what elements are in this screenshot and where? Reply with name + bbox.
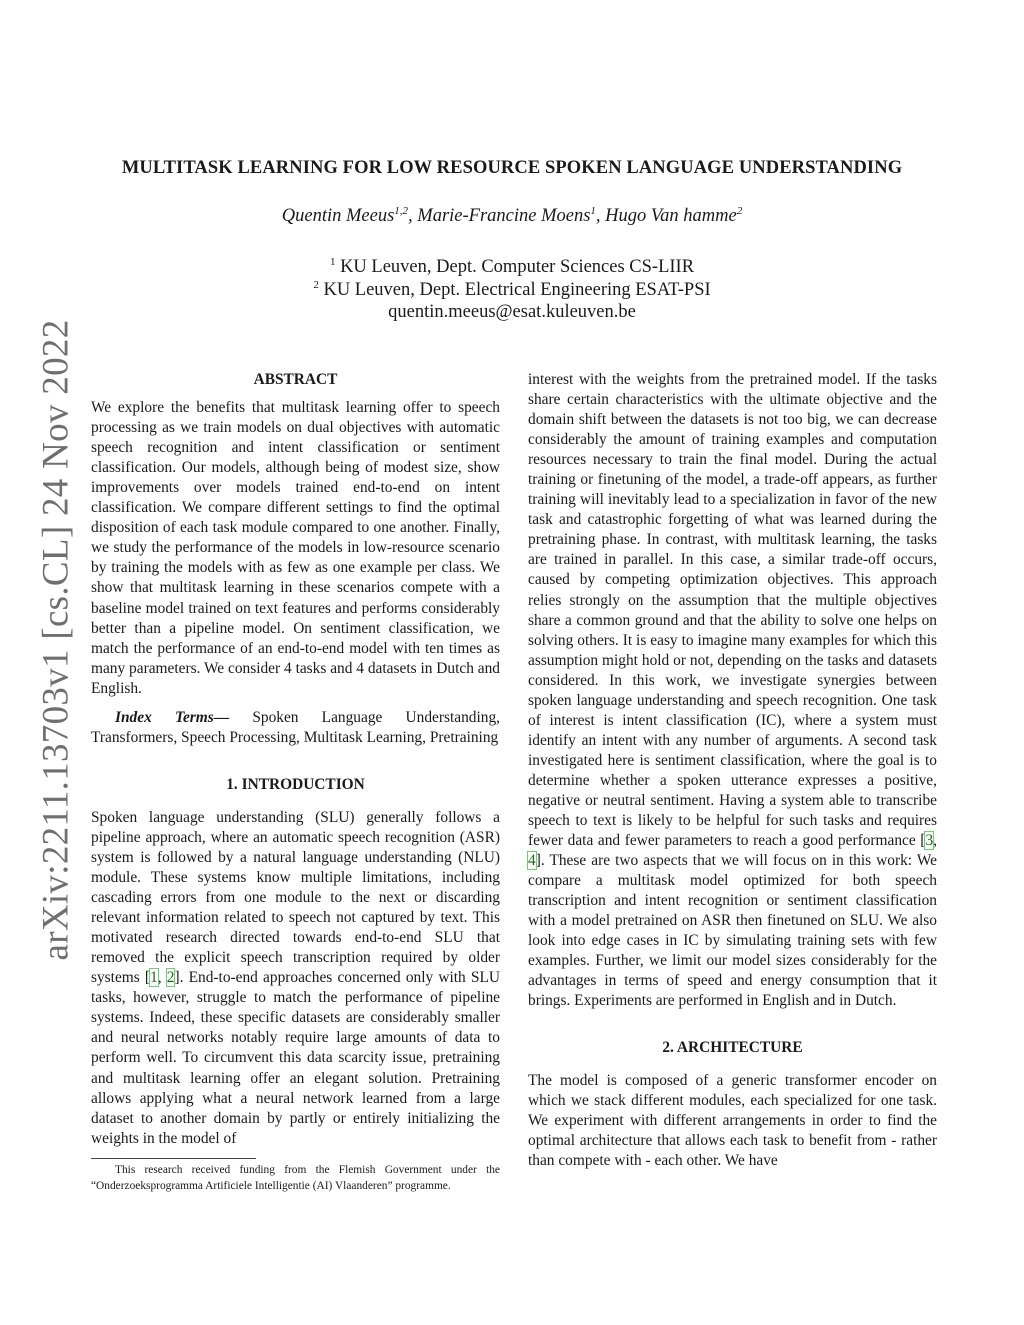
intro-text: interest with the weights from the pretrained model. If the tasks share certain characteristics with the ultimate objective and the domain shift between the datasets is not too big, we can decrease considerably the amount of training examples and computation resources necessary to train the final model. During the actual training or finetuning of the model, a trade-off appears, as further training will inevitably lead to a specialization in favor of the new task and catastrophic forgetting of what was learned during the pretraining phase. In contrast, with multitask learning, the tasks are trained in parallel. In this case, a similar trade-off occurs, caused by competing optimization objectives. This approach relies strongly on the assumption that the multiple objectives share a common ground and that the ability to solve one helps on solving others. It is easy to imagine many examples for which this assumption might hold or not, depending on the tasks and datasets considered. In this work, we investigate synergies between spoken language understanding and speech recognition. One task of interest is intent classification (IC), where a system must identify an intent with any number of arguments. A second task investigated here is sentiment classification, where the goal is to determine whether a spoken utterance expresses a positive, negative or neutral sentiment. Having a system able to transcribe speech to text is likely to be helpful for such tasks and requires fewer data and fewer parameters to reach a good performance [ bbox=[528, 371, 937, 850]
affiliation-sup: 1 bbox=[329, 256, 336, 268]
author-affil-sup: 2 bbox=[736, 205, 743, 217]
intro-text: Spoken language understanding (SLU) generally follows a pipeline approach, where an automatic speech recognition (ASR) system is followed by a natural language understanding (NLU) module. These systems know multiple limitations, including cascading errors from one module to the next or discarding relevant information related to speech not captured by text. This motivated research directed towards end-to-end SLU that removed the explicit speech transcription required by older systems [ bbox=[91, 808, 500, 987]
author-separator: , bbox=[595, 206, 606, 227]
footnote-rule bbox=[91, 1158, 256, 1159]
arxiv-identifier: arXiv:2211.13703v1 [cs.CL] 24 Nov 2022 bbox=[35, 319, 77, 961]
index-terms-label: Index Terms— bbox=[115, 708, 230, 726]
affiliation-sup: 2 bbox=[313, 279, 319, 291]
intro-paragraph-left bbox=[91, 808, 500, 1149]
intro-paragraph-right bbox=[528, 370, 937, 1012]
author-email[interactable]: quentin.meeus@esat.kuleuven.be bbox=[388, 302, 636, 322]
citation-separator: , bbox=[933, 832, 937, 850]
author-affil-sup: 1,2 bbox=[394, 205, 409, 217]
section-1-heading: 1. INTRODUCTION bbox=[226, 775, 365, 793]
author-affil-sup: 1 bbox=[590, 205, 596, 217]
index-terms-text: Spoken Language Understanding, Transformers, Speech Processing, Multitask Learning, Pretraining bbox=[91, 708, 500, 746]
affiliation-text: KU Leuven, Dept. Computer Sciences CS-LIIR bbox=[340, 257, 695, 278]
architecture-text: The model is composed of a generic transformer encoder on which we stack different modules, each specialized for one task. We experiment with different arrangements in order to find the optimal architecture that allows each task to benefit from - rather than compete with - each other. We have bbox=[528, 1071, 937, 1169]
left-column bbox=[91, 370, 500, 1149]
affiliation-2 bbox=[60, 279, 964, 301]
citation-separator: , bbox=[157, 969, 167, 987]
index-terms bbox=[91, 708, 500, 748]
right-column bbox=[528, 370, 937, 1171]
funding-footnote: This research received funding from the Flemish Government under the “Onderzoeksprogramma Artificiele Intelligentie (AI) Vlaanderen” programme. bbox=[91, 1164, 500, 1192]
abstract-heading: ABSTRACT bbox=[253, 371, 338, 388]
affiliation-text: KU Leuven, Dept. Electrical Engineering ESAT-PSI bbox=[323, 280, 711, 301]
abstract-text: We explore the benefits that multitask learning offer to speech processing as we train models on dual objectives with automatic speech recognition and intent classification or sentiment classification. Our models, although being of modest size, show improvements over models trained end-to-end on intent classification. We compare different settings to find the optimal disposition of each task module compared to one another. Finally, we study the performance of the models in low-resource scenario by training the models with as few as one example per class. We show that multitask learning in these scenarios compete with a baseline model trained on text features and performs considerably better than a pipeline model. On sentiment classification, we match the performance of an end-to-end model with ten times as many parameters. We consider 4 tasks and 4 datasets in Dutch and English. bbox=[91, 399, 500, 697]
intro-text: ]. These are two aspects that we will focus on in this work: We compare a multitask model optimized for both speech transcription and intent recognition or sentiment classification with a model pretrained on ASR then finetuned on SLU. We also look into edge cases in IC by simulating training sets with few examples. Further, we limit our model sizes considerably for the advantages in terms of speed and energy consumption that it brings. Experiments are performed in English and in Dutch. bbox=[528, 852, 937, 1010]
citation-link[interactable]: 4 bbox=[528, 852, 536, 870]
citation-link[interactable]: 1 bbox=[150, 969, 158, 987]
authors-line bbox=[60, 205, 964, 227]
author-name: Hugo Van hamme bbox=[605, 206, 737, 227]
intro-text: ]. End-to-end approaches concerned only with SLU tasks, however, struggle to match the performance of pipeline systems. Indeed, these specific datasets are considerably smaller and neural networks notably require large amounts of data to perform well. To circumvent this data scarcity issue, pretraining and multitask learning offer an elegant solution. Pretraining allows applying what a neural network learned from a large dataset to another domain by partly or entirely initializing the weights in the model of bbox=[91, 969, 500, 1147]
paper-title: MULTITASK LEARNING FOR LOW RESOURCE SPOKEN LANGUAGE UNDERSTANDING bbox=[121, 158, 903, 178]
affiliation-1 bbox=[60, 256, 964, 278]
section-2-heading: 2. ARCHITECTURE bbox=[662, 1038, 803, 1056]
citation-link[interactable]: 2 bbox=[166, 969, 175, 987]
citation-link[interactable]: 3 bbox=[925, 832, 934, 850]
author-separator: , bbox=[408, 206, 418, 227]
author-name: Marie-Francine Moens bbox=[417, 206, 591, 227]
author-name: Quentin Meeus bbox=[281, 206, 395, 227]
